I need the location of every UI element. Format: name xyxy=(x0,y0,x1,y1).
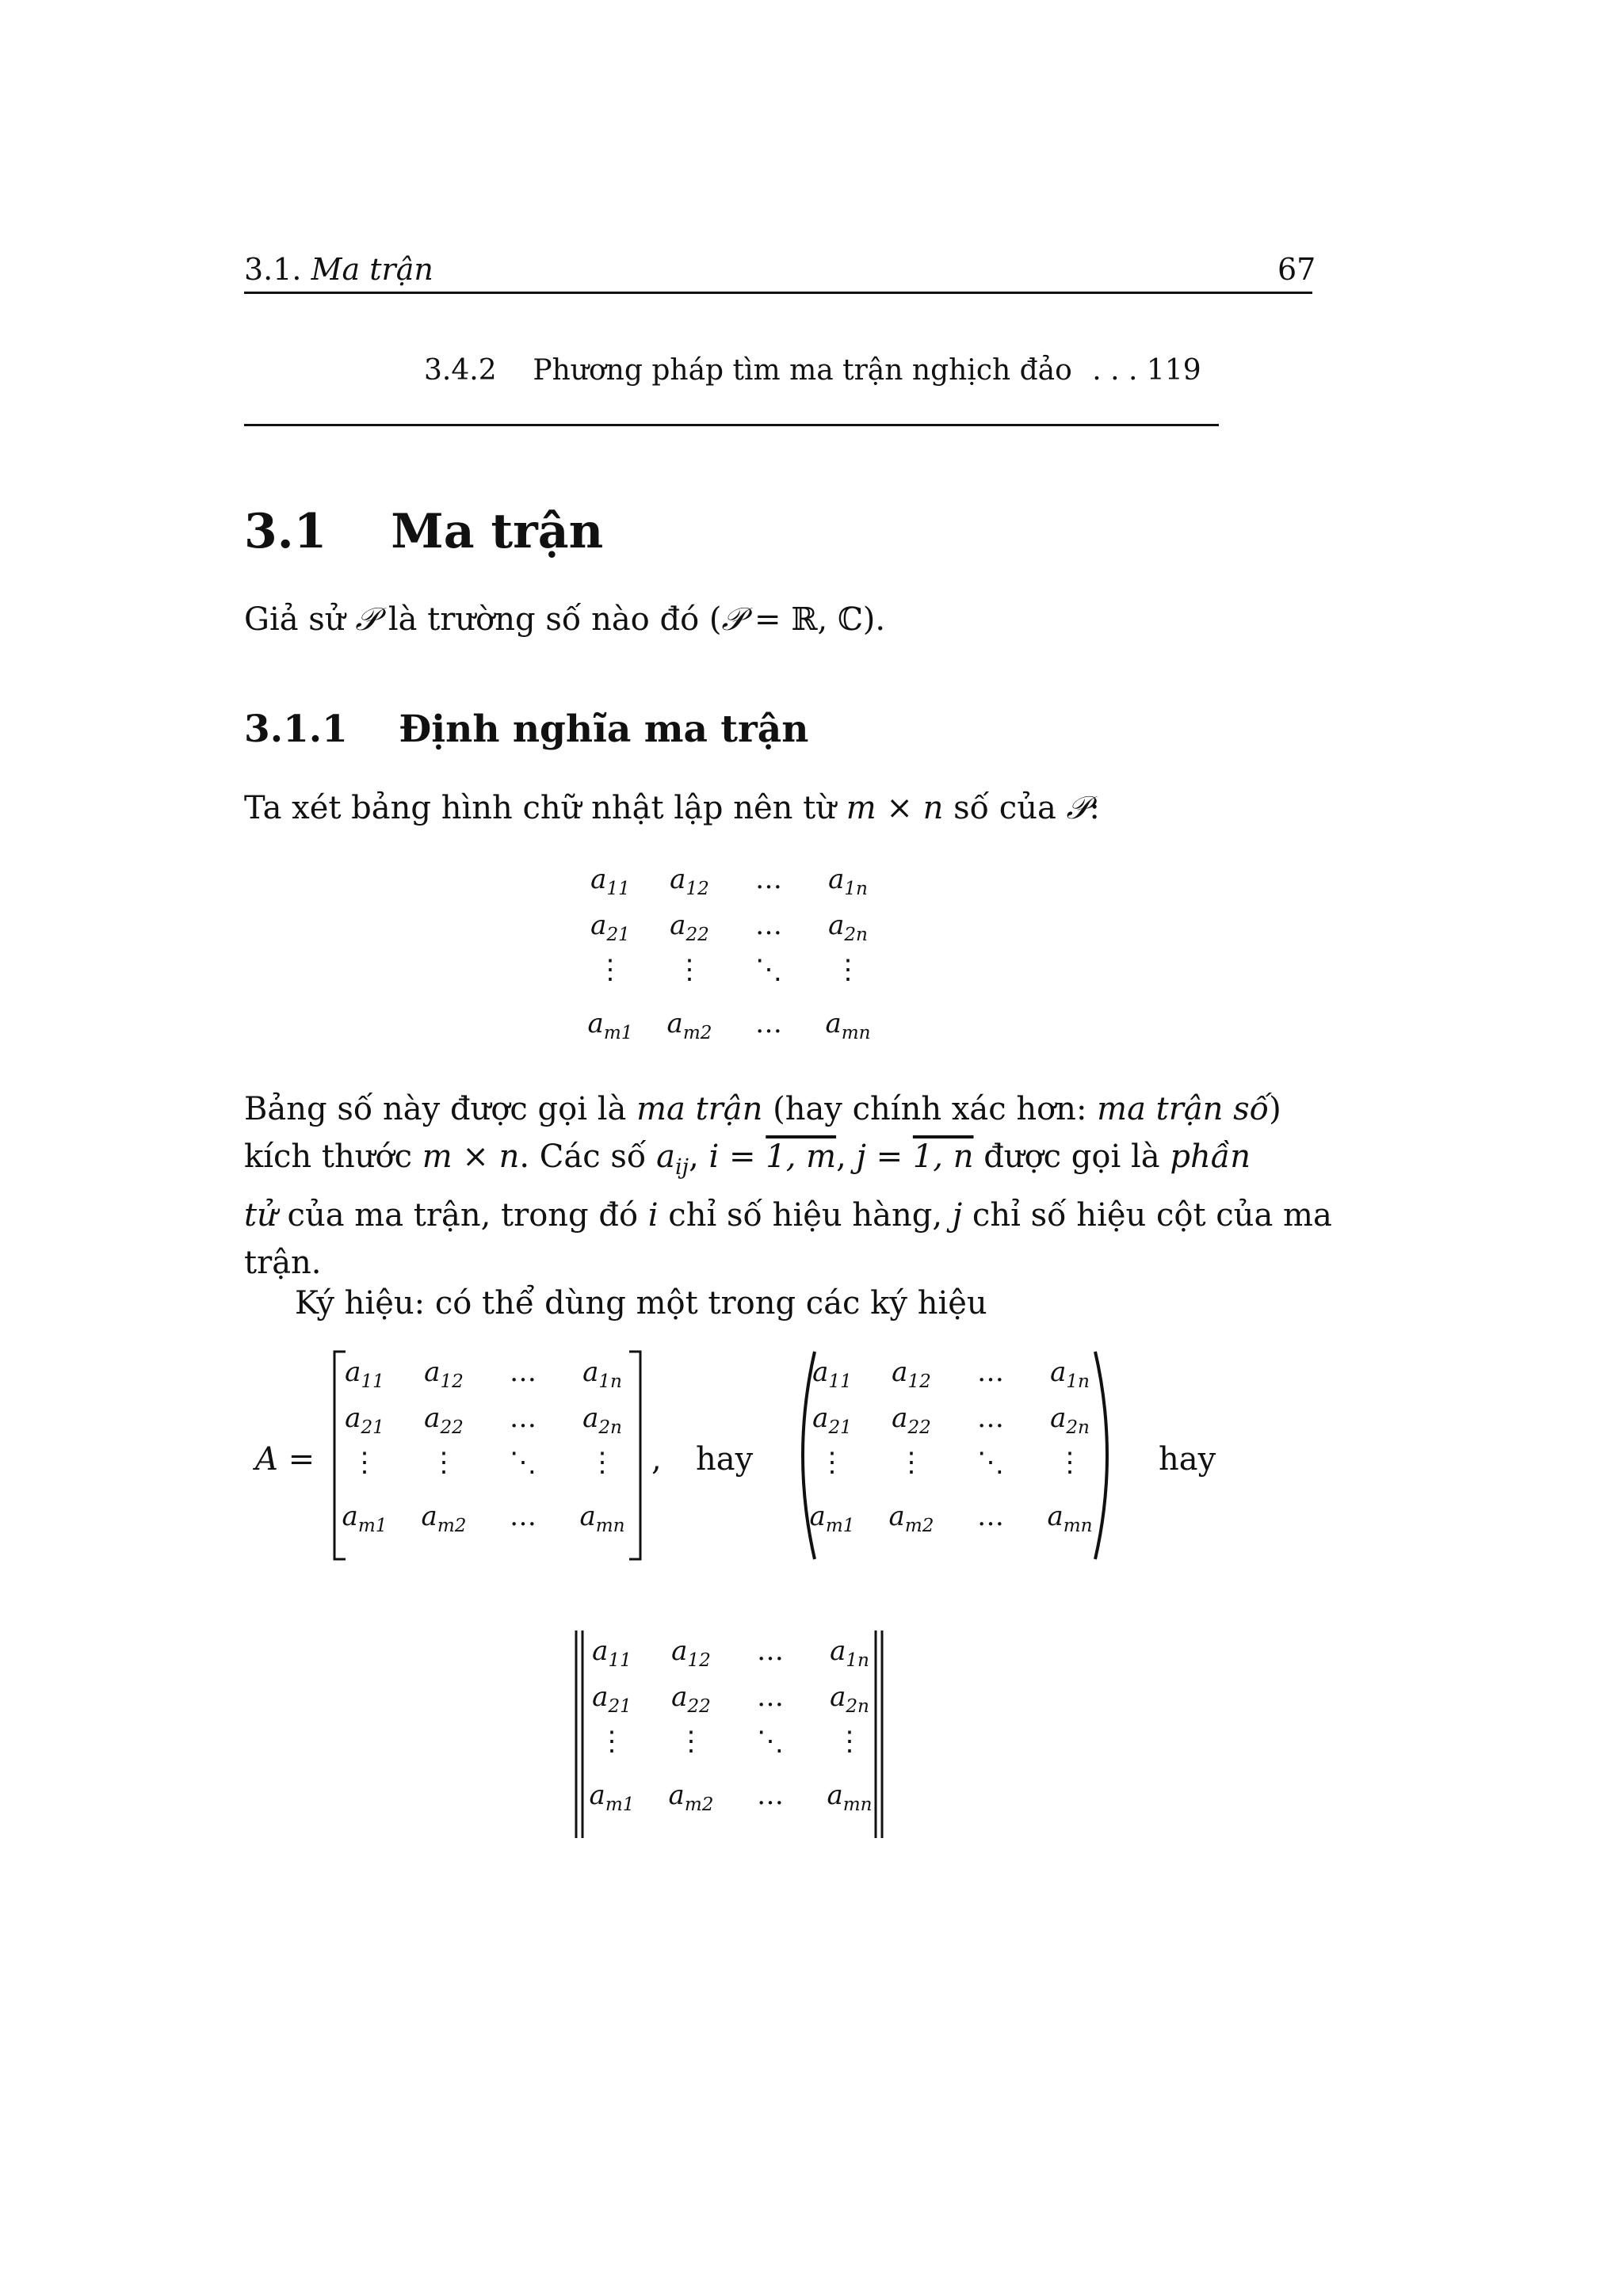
matrix-entry-dots: … xyxy=(977,1402,1004,1434)
definition-line-4: trận. xyxy=(244,1245,322,1281)
matrix-entry-a1n: $a_{1n}$ xyxy=(582,1356,622,1392)
intro-text: Giả sử xyxy=(244,601,356,638)
text: . Các số xyxy=(519,1138,657,1175)
header-rule xyxy=(244,292,1312,294)
matrix-entry-amn: $a_{mn}$ xyxy=(579,1501,625,1536)
matrix-entry-am1: $a_{m1}$ xyxy=(809,1501,855,1536)
toc-page: 119 xyxy=(1146,354,1201,387)
matrix-entry-a22: $a_{22}$ xyxy=(424,1402,464,1438)
matrix-entry-vdots: ⋮ xyxy=(834,954,861,986)
text: của ma trận, trong đó xyxy=(277,1197,648,1234)
matrix-entry-dots: … xyxy=(510,1356,537,1388)
matrix-entry-vdots: ⋮ xyxy=(1056,1447,1083,1478)
lead-text: Ta xét bảng hình chữ nhật lập nên từ xyxy=(244,790,846,826)
intro-paragraph xyxy=(244,596,885,643)
lhs-A-equals: A = xyxy=(255,1441,315,1478)
toc-number: 3.4.2 xyxy=(424,354,497,387)
definition-line-2 xyxy=(244,1133,1251,1192)
matrix-entry-am2: $a_{m2}$ xyxy=(668,1779,714,1815)
matrix-entry-vdots: ⋮ xyxy=(589,1447,616,1478)
toc-entry xyxy=(424,354,1201,387)
text: , xyxy=(836,1138,857,1175)
definition-line-3 xyxy=(244,1192,1332,1239)
matrix-entry-am2: $a_{m2}$ xyxy=(888,1501,934,1536)
right-double-bar xyxy=(872,1627,888,1841)
math-n: n xyxy=(922,790,944,826)
math-range-n: 1, n xyxy=(912,1138,974,1175)
matrix-entry-vdots: ⋮ xyxy=(836,1726,863,1757)
text: được gọi là xyxy=(973,1138,1170,1175)
running-header xyxy=(244,252,433,287)
matrix-entry-vdots: ⋮ xyxy=(598,1726,625,1757)
matrix-entry-vdots: ⋮ xyxy=(819,1447,846,1478)
matrix-entry-dots: … xyxy=(977,1501,1004,1532)
subsection-number: 3.1.1 xyxy=(244,707,348,751)
field-symbol: 𝒫 xyxy=(355,601,379,638)
matrix-entry-am1: $a_{m1}$ xyxy=(589,1779,635,1815)
matrix-entry-vdots: ⋮ xyxy=(676,954,703,986)
math-subscript: ij xyxy=(674,1155,689,1180)
matrix-entry-dots: … xyxy=(757,1681,784,1713)
math-size: m × n xyxy=(422,1138,520,1175)
toc-leader-dots: . . . xyxy=(1092,354,1138,387)
header-section-number: 3.1. xyxy=(244,252,302,287)
matrix-array-double-bar xyxy=(572,1635,889,1825)
matrix-entry-amn: $a_{mn}$ xyxy=(825,1008,871,1043)
subsection-title: Định nghĩa ma trận xyxy=(399,707,809,751)
matrix-entry-vdots: ⋮ xyxy=(898,1447,925,1478)
matrix-entry-am2: $a_{m2}$ xyxy=(666,1008,712,1043)
right-parenthesis xyxy=(1090,1348,1122,1562)
math-a: a xyxy=(656,1138,675,1175)
matrix-entry-ddots: ⋱ xyxy=(757,1726,784,1757)
matrix-entry-vdots: ⋮ xyxy=(430,1447,457,1478)
matrix-entry-amn: $a_{mn}$ xyxy=(827,1779,873,1815)
matrix-entry-dots: … xyxy=(755,864,782,895)
definition-line-1 xyxy=(244,1085,1281,1133)
right-square-bracket xyxy=(623,1348,647,1562)
matrix-entry-vdots: ⋮ xyxy=(597,954,624,986)
matrix-entry-vdots: ⋮ xyxy=(351,1447,378,1478)
matrix-entry-a2n: $a_{2n}$ xyxy=(830,1681,869,1717)
text: Bảng số này được gọi là xyxy=(244,1091,637,1127)
matrix-entry-a2n: $a_{2n}$ xyxy=(1050,1402,1090,1438)
matrix-entry-vdots: ⋮ xyxy=(678,1726,705,1757)
page-number: 67 xyxy=(1277,252,1316,287)
field-symbol: 𝒫 xyxy=(1066,790,1090,826)
matrix-entry-a22: $a_{22}$ xyxy=(670,910,709,945)
term-phan-tu: tử xyxy=(244,1197,277,1234)
matrix-entry-dots: … xyxy=(977,1356,1004,1388)
comma: , xyxy=(651,1441,662,1478)
matrix-array-plain xyxy=(571,864,888,1054)
matrix-entry-dots: … xyxy=(755,910,782,941)
field-symbol: 𝒫 xyxy=(721,601,745,638)
matrix-entry-dots: … xyxy=(757,1779,784,1811)
text: = xyxy=(865,1138,913,1175)
matrix-entry-amn: $a_{mn}$ xyxy=(1047,1501,1093,1536)
matrix-entry-a1n: $a_{1n}$ xyxy=(830,1635,869,1671)
matrix-entry-a11: $a_{11}$ xyxy=(812,1356,852,1392)
section-title: Ma trận xyxy=(391,504,604,559)
math-range-m: 1, m xyxy=(766,1138,837,1175)
matrix-entry-dots: … xyxy=(755,1008,782,1039)
term-ma-tran-so: ma trận số xyxy=(1097,1091,1270,1127)
matrix-entry-a12: $a_{12}$ xyxy=(424,1356,464,1392)
matrix-entry-dots: … xyxy=(510,1402,537,1434)
matrix-entry-dots: … xyxy=(757,1635,784,1667)
text: chỉ số hiệu cột của ma xyxy=(962,1197,1332,1234)
matrix-entry-a1n: $a_{1n}$ xyxy=(828,864,868,899)
matrix-entry-a22: $a_{22}$ xyxy=(892,1402,931,1438)
math-i: i xyxy=(708,1138,720,1175)
text: kích thước xyxy=(244,1138,422,1175)
matrix-entry-ddots: ⋱ xyxy=(510,1447,537,1478)
text: , xyxy=(689,1138,709,1175)
section-number: 3.1 xyxy=(244,504,327,559)
text: chỉ số hiệu hàng, xyxy=(658,1197,953,1234)
matrix-entry-a21: $a_{21}$ xyxy=(590,910,630,945)
subsection-heading xyxy=(244,707,808,751)
toc-title: Phương pháp tìm ma trận nghịch đảo xyxy=(533,354,1072,387)
lead-paragraph xyxy=(244,784,1100,832)
matrix-entry-am2: $a_{m2}$ xyxy=(421,1501,467,1536)
matrix-entry-a12: $a_{12}$ xyxy=(892,1356,931,1392)
matrix-entry-am1: $a_{m1}$ xyxy=(587,1008,633,1043)
intro-text: là trường số nào đó ( xyxy=(378,601,722,638)
matrix-entry-a12: $a_{12}$ xyxy=(670,864,709,899)
matrix-entry-a2n: $a_{2n}$ xyxy=(828,910,868,945)
math-j: j xyxy=(856,1138,866,1175)
math-j: j xyxy=(952,1197,963,1234)
intro-text: = ℝ, ℂ). xyxy=(744,601,886,638)
matrix-entry-a21: $a_{21}$ xyxy=(345,1402,384,1438)
matrix-entry-a11: $a_{11}$ xyxy=(590,864,630,899)
hay-word-2: hay xyxy=(1159,1441,1216,1478)
matrix-entry-a21: $a_{21}$ xyxy=(592,1681,632,1717)
matrix-entry-a1n: $a_{1n}$ xyxy=(1050,1356,1090,1392)
matrix-entry-a12: $a_{12}$ xyxy=(671,1635,711,1671)
matrix-entry-dots: … xyxy=(510,1501,537,1532)
matrix-array-square xyxy=(325,1356,642,1547)
term-ma-tran: ma trận xyxy=(636,1091,763,1127)
notation-line: Ký hiệu: có thể dùng một trong các ký hiệu xyxy=(295,1285,987,1322)
header-section-title: Ma trận xyxy=(311,252,433,287)
term-phan-tu: phần xyxy=(1170,1138,1251,1175)
toc-rule xyxy=(244,424,1219,426)
matrix-entry-a11: $a_{11}$ xyxy=(592,1635,632,1671)
times-sign: × xyxy=(876,790,923,826)
section-heading xyxy=(244,504,603,559)
lead-text: số của xyxy=(943,790,1067,826)
matrix-array-paren xyxy=(792,1356,1109,1547)
hay-word-1: hay xyxy=(696,1441,754,1478)
text: (hay chính xác hơn: xyxy=(762,1091,1098,1127)
definition-paragraph xyxy=(244,1085,1332,1287)
math-i: i xyxy=(647,1197,659,1234)
matrix-entry-am1: $a_{m1}$ xyxy=(342,1501,388,1536)
math-m: m xyxy=(846,790,876,826)
text: = xyxy=(719,1138,766,1175)
matrix-entry-ddots: ⋱ xyxy=(755,954,782,986)
text: ) xyxy=(1269,1091,1281,1127)
matrix-entry-a2n: $a_{2n}$ xyxy=(582,1402,622,1438)
matrix-entry-ddots: ⋱ xyxy=(977,1447,1004,1478)
matrix-entry-a11: $a_{11}$ xyxy=(345,1356,384,1392)
matrix-entry-a22: $a_{22}$ xyxy=(671,1681,711,1717)
lead-text: : xyxy=(1089,790,1100,826)
matrix-entry-a21: $a_{21}$ xyxy=(812,1402,852,1438)
